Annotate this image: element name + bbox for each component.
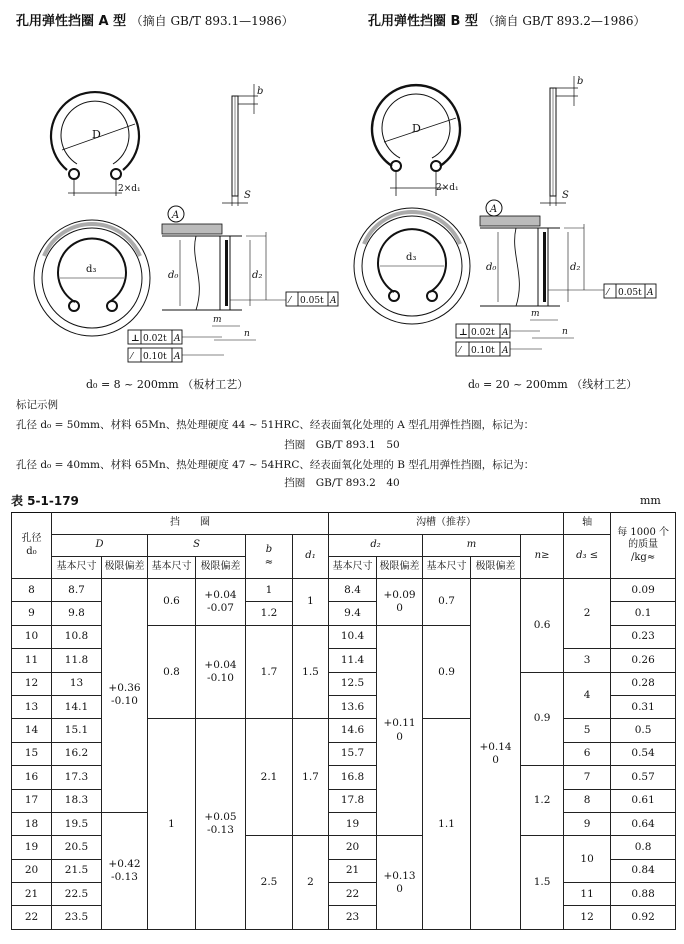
cell-D: 11.8 [52,649,102,672]
cell-D: 9.8 [52,602,102,625]
header-m-dev: 极限偏差 [471,557,521,579]
cell-mass: 0.8 [611,836,676,859]
cell-d2-dev-2: +0.11 0 [377,625,423,836]
cell-S-dev-2: +0.04 -0.10 [196,625,246,719]
cell-D: 16.2 [52,742,102,765]
header-D-basic: 基本尺寸 [52,557,102,579]
cell-d1: 2 [293,836,329,930]
tol-datum-3-a: A [174,352,181,362]
tol-0-02t-b: 0.02t [471,328,495,338]
cell-d2: 17.8 [329,789,377,812]
tol-0-05t-a: 0.05t [300,296,324,306]
tol-datum-1-a: A [330,296,337,306]
cell-d0: 15 [12,742,52,765]
cell-m: 0.7 [423,579,471,626]
cell-d3: 12 [564,906,611,930]
svg-text:⁄: ⁄ [459,346,461,356]
cell-d0: 16 [12,766,52,789]
svg-text:⊥: ⊥ [131,334,140,344]
label-2d1-b: 2×d₁ [436,183,459,193]
cell-D: 17.3 [52,766,102,789]
cell-d2: 9.4 [329,602,377,625]
header-groove: 沟槽（推荐） [329,513,564,535]
caption-a: d₀ = 8 ~ 200mm （板材工艺） [86,378,249,391]
label-s-a: S [244,190,251,201]
cell-d0: 22 [12,906,52,930]
cell-D: 15.1 [52,719,102,742]
label-d0-b: d₀ [486,262,497,273]
cell-D: 19.5 [52,812,102,835]
header-S: S [148,535,246,557]
type-b-installed-front-view [354,208,470,324]
cell-mass: 0.23 [611,625,676,648]
label-n-a: n [244,329,250,339]
label-d0-a: d₀ [168,270,179,281]
cell-n: 0.6 [521,579,564,673]
cell-S-dev-3: +0.05 -0.13 [196,719,246,930]
cell-S-dev-1: +0.04 -0.07 [196,579,246,626]
datum-circle-a-right: A [490,204,498,215]
cell-d3: 8 [564,789,611,812]
notes-line-1: 孔径 d₀ = 50mm、材料 65Mn、热处理硬度 44 ~ 51HRC、经表面氧化处理的 A 型孔用弹性挡圈，标记为： [16,419,535,431]
cell-d3: 3 [564,649,611,672]
cell-d0: 20 [12,859,52,882]
title-b-source: （摘自 GB/T 893.2—1986） [482,14,646,28]
cell-m: 1.1 [423,719,471,930]
cell-d0: 10 [12,625,52,648]
cell-d2: 22 [329,883,377,906]
tol-0-05t-b: 0.05t [618,288,642,298]
cell-mass: 0.09 [611,579,676,602]
cell-d0: 13 [12,695,52,718]
tol-0-02t-a: 0.02t [143,334,167,344]
type-b-ring-front-view [372,85,460,196]
cell-d0: 19 [12,836,52,859]
cell-d2: 15.7 [329,742,377,765]
title-a-text: 孔用弹性挡圈 A 型 [16,14,127,29]
datum-circle-a-left: A [172,210,180,221]
type-a-ring-side-view [222,84,263,206]
tol-datum-2-a: A [174,334,181,344]
cell-d1: 1.5 [293,625,329,719]
cell-D-dev-2: +0.42 -0.13 [102,812,148,929]
cell-b: 2.1 [246,719,293,836]
svg-text:⁄: ⁄ [289,296,291,306]
cell-mass: 0.26 [611,649,676,672]
cell-d0: 11 [12,649,52,672]
type-a-installed-front-view [34,220,150,336]
cell-d0: 14 [12,719,52,742]
cell-m: 0.9 [423,625,471,719]
cell-d3: 5 [564,719,611,742]
cell-d2: 14.6 [329,719,377,742]
cell-mass: 0.31 [611,695,676,718]
header-b: b ≈ [246,535,293,579]
title-a-source: （摘自 GB/T 893.1—1986） [130,14,294,28]
type-a-installed-section [128,206,338,362]
header-D: D [52,535,148,557]
label-d-b: D [412,122,421,135]
cell-S: 0.6 [148,579,196,626]
label-d3-a: d₃ [86,264,97,275]
cell-d3: 9 [564,812,611,835]
tol-0-10t-a: 0.10t [143,352,167,362]
label-d-a: D [92,128,101,141]
cell-D: 18.3 [52,789,102,812]
cell-D: 10.8 [52,625,102,648]
header-mass: 每 1000 个 的质量 /kg≈ [611,513,676,579]
label-d2-a: d₂ [252,270,263,281]
cell-d0: 21 [12,883,52,906]
cell-b: 2.5 [246,836,293,930]
header-d1: d₁ [293,535,329,579]
cell-d2: 12.5 [329,672,377,695]
cell-mass: 0.1 [611,602,676,625]
cell-d0: 8 [12,579,52,602]
cell-d0: 17 [12,789,52,812]
cell-mass: 0.92 [611,906,676,930]
cell-S: 0.8 [148,625,196,719]
tol-0-10t-b: 0.10t [471,346,495,356]
cell-mass: 0.84 [611,859,676,882]
cell-d3: 2 [564,579,611,649]
cell-n: 0.9 [521,672,564,766]
cell-mass: 0.64 [611,812,676,835]
cell-d3: 10 [564,836,611,883]
table-row [12,812,676,835]
cell-d2-dev-1: +0.09 0 [377,579,423,626]
label-n-b: n [562,327,568,337]
caption-b: d₀ = 20 ~ 200mm （线材工艺） [468,378,638,391]
title-a [16,10,294,29]
cell-mass: 0.5 [611,719,676,742]
cell-d1: 1.7 [293,719,329,836]
header-d3: d₃ ≤ [564,535,611,579]
cell-b: 1.2 [246,602,293,625]
svg-text:⁄: ⁄ [131,352,133,362]
header-m: m [423,535,521,557]
type-a-ring-front-view [51,92,141,196]
header-d2-basic: 基本尺寸 [329,557,377,579]
table-label: 表 5-1-179 [11,494,79,508]
label-m-a: m [213,315,222,325]
cell-n: 1.2 [521,766,564,836]
cell-mass: 0.54 [611,742,676,765]
technical-drawing [0,60,684,380]
cell-d1: 1 [293,579,329,626]
cell-D: 21.5 [52,859,102,882]
notes-heading: 标记示例 [16,399,58,411]
cell-d0: 12 [12,672,52,695]
table-row [12,579,676,602]
cell-d0: 9 [12,602,52,625]
header-d2: d₂ [329,535,423,557]
cell-d2: 19 [329,812,377,835]
cell-mass: 0.57 [611,766,676,789]
label-2d1-a: 2×d₁ [118,184,141,194]
cell-d2: 10.4 [329,625,377,648]
cell-mass: 0.61 [611,789,676,812]
cell-d3: 6 [564,742,611,765]
table-unit: mm [640,494,661,507]
cell-S: 1 [148,719,196,930]
tol-datum-1-b: A [647,288,654,298]
header-retainer: 挡 圈 [52,513,329,535]
cell-d2: 13.6 [329,695,377,718]
cell-d2: 20 [329,836,377,859]
cell-d2: 23 [329,906,377,930]
cell-d3: 11 [564,883,611,906]
type-b-ring-side-view [540,76,583,206]
notes-mark-1: 挡圈 GB/T 893.1 50 [284,439,400,451]
header-shaft: 轴 [564,513,611,535]
label-b-b: b [577,76,584,87]
notes-mark-2: 挡圈 GB/T 893.2 40 [284,477,400,489]
tol-datum-3-b: A [502,346,509,356]
cell-D: 13 [52,672,102,695]
cell-b: 1.7 [246,625,293,719]
header-m-basic: 基本尺寸 [423,557,471,579]
label-d2-b: d₂ [570,262,581,273]
cell-n: 1.5 [521,836,564,930]
cell-D-dev-1: +0.36 -0.10 [102,579,148,813]
cell-D: 20.5 [52,836,102,859]
header-n: n≥ [521,535,564,579]
svg-text:⁄: ⁄ [607,288,609,298]
header-S-dev: 极限偏差 [196,557,246,579]
header-bore: 孔径 d₀ [12,513,52,579]
cell-b: 1 [246,579,293,602]
cell-D: 14.1 [52,695,102,718]
cell-m-dev: +0.14 0 [471,579,521,930]
tol-datum-2-b: A [502,328,509,338]
type-b-installed-section [456,200,656,356]
notes-line-2: 孔径 d₀ = 40mm、材料 65Mn、热处理硬度 47 ~ 54HRC、经表面氧化处理的 B 型孔用弹性挡圈，标记为： [16,459,535,471]
cell-d0: 18 [12,812,52,835]
label-s-b: S [562,190,569,201]
header-D-dev: 极限偏差 [102,557,148,579]
label-d3-b: d₃ [406,252,417,263]
title-b-text: 孔用弹性挡圈 B 型 [368,14,478,29]
header-S-basic: 基本尺寸 [148,557,196,579]
cell-mass: 0.28 [611,672,676,695]
label-b-a: b [257,86,264,97]
cell-D: 22.5 [52,883,102,906]
dimension-table [11,512,676,930]
cell-mass: 0.88 [611,883,676,906]
cell-d3: 7 [564,766,611,789]
cell-d2: 11.4 [329,649,377,672]
cell-d2: 21 [329,859,377,882]
header-d2-dev: 极限偏差 [377,557,423,579]
svg-text:⊥: ⊥ [459,328,468,338]
label-m-b: m [531,309,540,319]
title-b [368,10,645,29]
cell-d2: 8.4 [329,579,377,602]
cell-d2-dev-3: +0.13 0 [377,836,423,930]
cell-d2: 16.8 [329,766,377,789]
cell-D: 23.5 [52,906,102,930]
cell-d3: 4 [564,672,611,719]
cell-D: 8.7 [52,579,102,602]
